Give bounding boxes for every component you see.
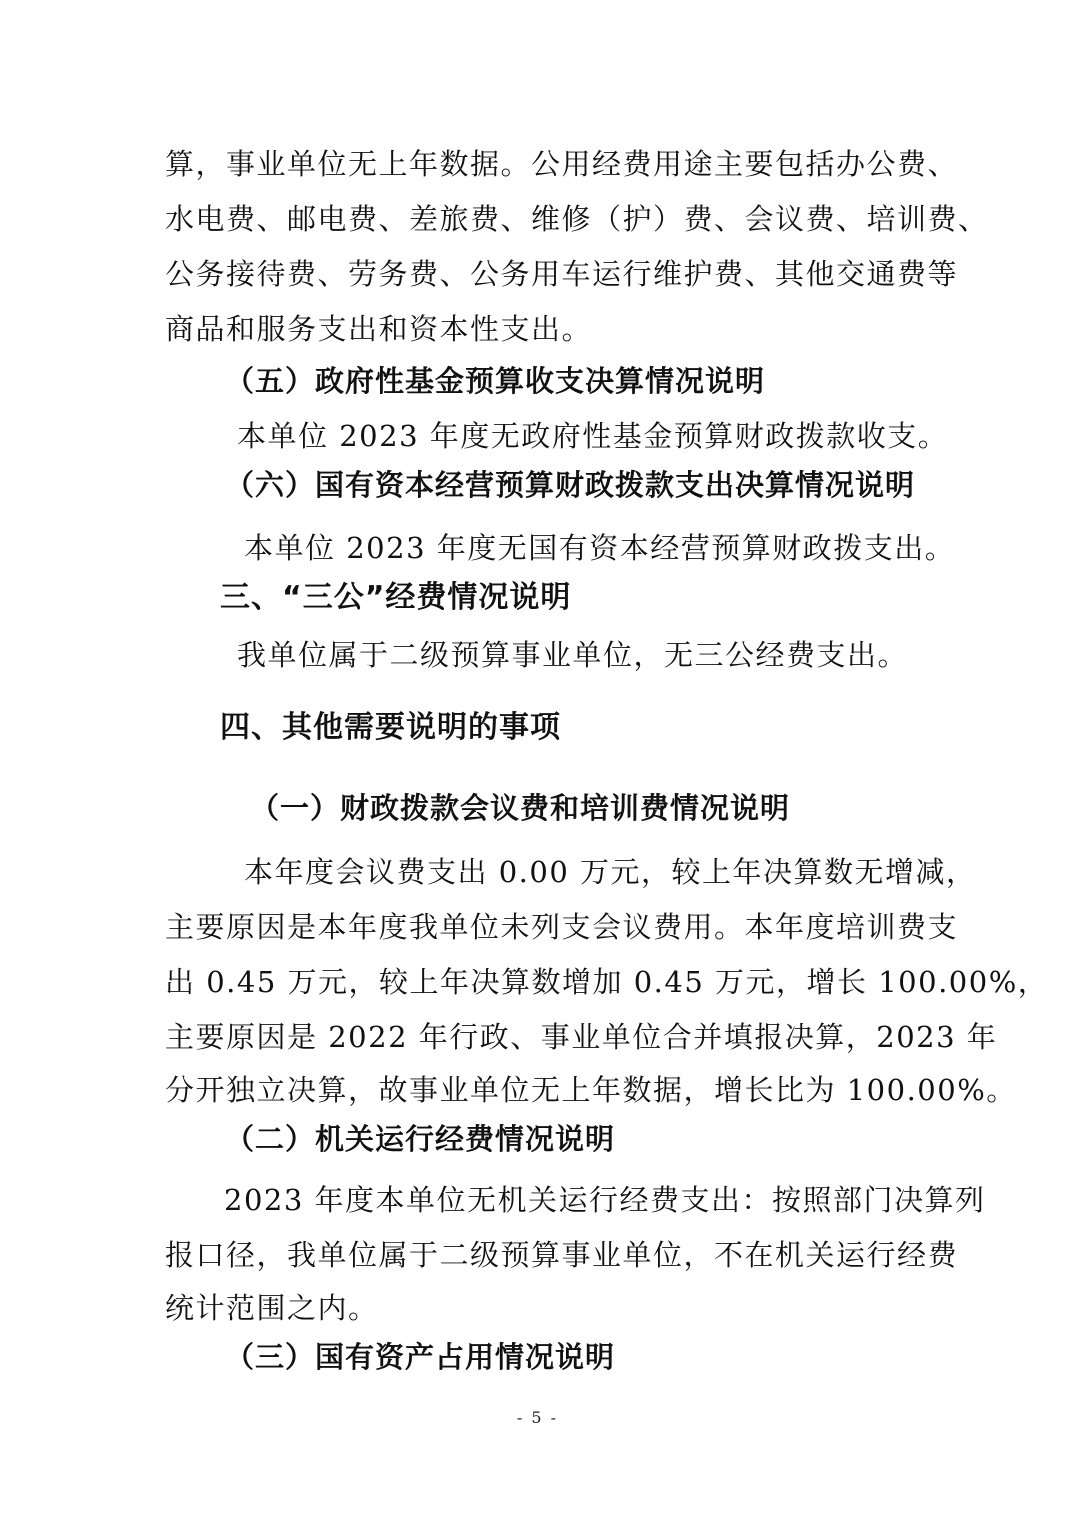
paragraph-line: 算，事业单位无上年数据。公用经费用途主要包括办公费、 — [165, 147, 959, 181]
paragraph-line: 报口径，我单位属于二级预算事业单位，不在机关运行经费 — [165, 1238, 959, 1272]
page-number: - 5 - — [516, 1408, 559, 1427]
paragraph-line: 水电费、邮电费、差旅费、维修（护）费、会议费、培训费、 — [165, 202, 989, 236]
paragraph-line: 分开独立决算，故事业单位无上年数据，增长比为 100.00%。 — [165, 1073, 1017, 1107]
chapter-heading-4: 四、其他需要说明的事项 — [220, 710, 561, 745]
paragraph-line: 我单位属于二级预算事业单位，无三公经费支出。 — [237, 638, 909, 672]
paragraph-line: 本单位 2023 年度无国有资本经营预算财政拨支出。 — [244, 531, 956, 565]
paragraph-line: 出 0.45 万元，较上年决算数增加 0.45 万元，增长 100.00%， — [165, 965, 1049, 999]
paragraph-line: 2023 年度本单位无机关运行经费支出：按照部门决算列 — [224, 1183, 986, 1217]
section-heading-3: （三）国有资产占用情况说明 — [225, 1340, 616, 1374]
section-heading-6: （六）国有资本经营预算财政拨款支出决算情况说明 — [225, 468, 916, 502]
paragraph-line: 主要原因是本年度我单位未列支会议费用。本年度培训费支 — [165, 910, 959, 944]
paragraph-line: 公务接待费、劳务费、公务用车运行维护费、其他交通费等 — [165, 257, 959, 291]
paragraph-line: 商品和服务支出和资本性支出。 — [165, 312, 593, 346]
paragraph-line: 本单位 2023 年度无政府性基金预算财政拨款收支。 — [237, 419, 949, 453]
section-heading-1: （一）财政拨款会议费和培训费情况说明 — [250, 791, 791, 825]
paragraph-line: 统计范围之内。 — [165, 1291, 379, 1325]
paragraph-line: 主要原因是 2022 年行政、事业单位合并填报决算，2023 年 — [165, 1020, 998, 1054]
section-heading-2: （二）机关运行经费情况说明 — [225, 1122, 616, 1156]
section-heading-5: （五）政府性基金预算收支决算情况说明 — [225, 364, 766, 398]
paragraph-line: 本年度会议费支出 0.00 万元，较上年决算数无增减， — [244, 855, 977, 889]
chapter-heading-3: 三、“三公”经费情况说明 — [220, 580, 572, 615]
